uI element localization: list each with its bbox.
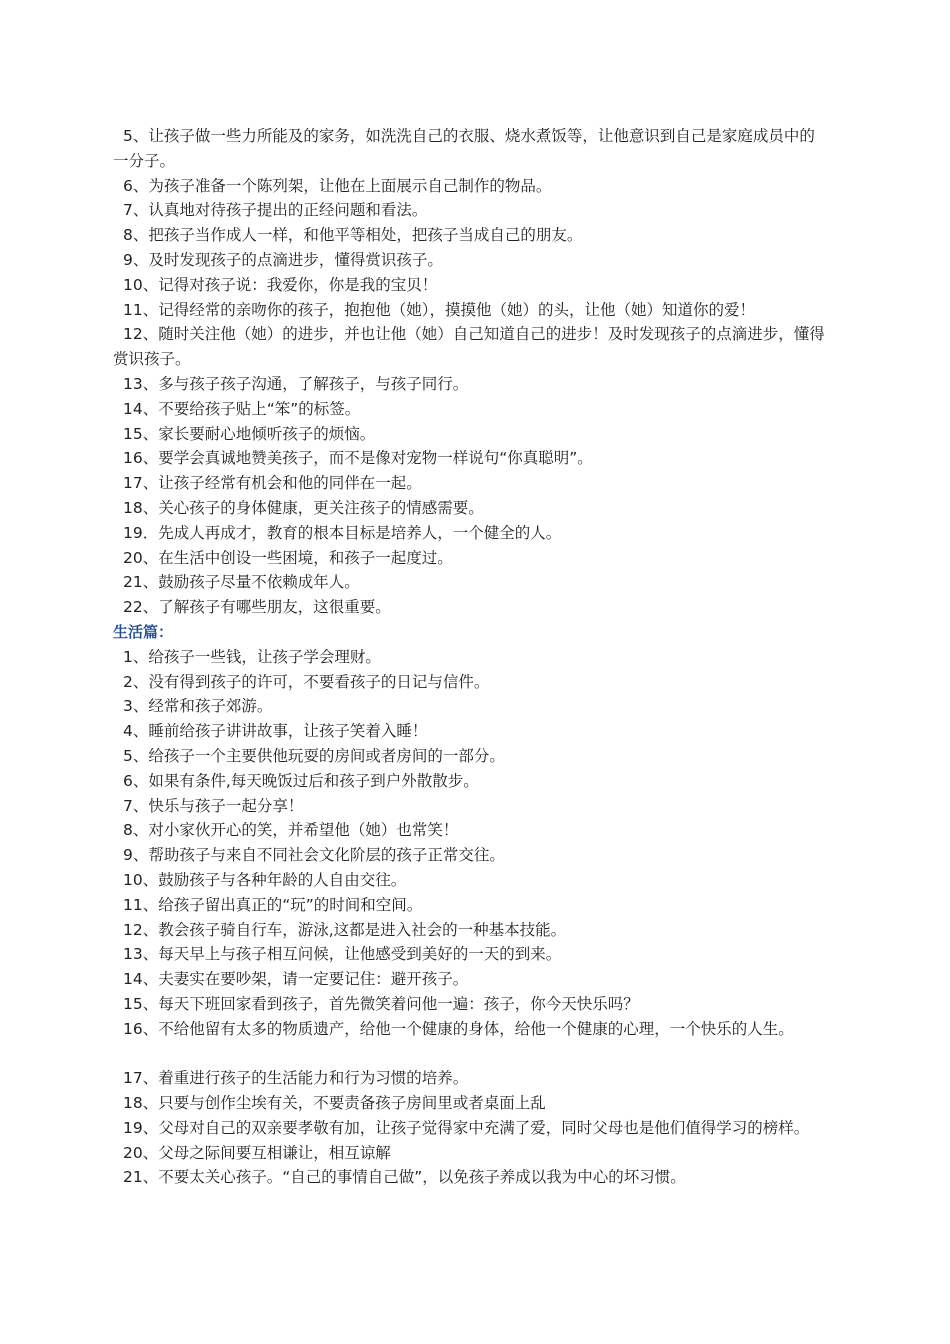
list-item: 5、给孩子一个主要供他玩耍的房间或者房间的一部分。: [123, 746, 505, 765]
list-item: 16、要学会真诚地赞美孩子，而不是像对宠物一样说句“你真聪明”。: [123, 449, 593, 468]
list-item: 17、着重进行孩子的生活能力和行为习惯的培养。: [123, 1069, 469, 1088]
list-item: 9、及时发现孩子的点滴进步，懂得赏识孩子。: [123, 250, 443, 269]
list-item: 14、不要给孩子贴上“笨”的标签。: [123, 399, 361, 418]
list-item: 11、给孩子留出真正的“玩”的时间和空间。: [123, 895, 423, 914]
list-item: 19．先成人再成才，教育的根本目标是培养人，一个健全的人。: [123, 523, 562, 542]
blank-line: [113, 1041, 825, 1066]
list-item: 3、经常和孩子郊游。: [123, 697, 273, 716]
list-item: 8、把孩子当作成人一样，和他平等相处，把孩子当成自己的朋友。: [123, 226, 583, 245]
list-item: 1、给孩子一些钱，让孩子学会理财。: [123, 647, 381, 666]
list-item: 14、夫妻实在要吵架，请一定要记住：避开孩子。: [123, 970, 469, 989]
list-item: 6、为孩子准备一个陈列架，让他在上面展示自己制作的物品。: [123, 176, 552, 195]
list-item: 16、不给他留有太多的物质遗产，给他一个健康的身体，给他一个健康的心理，一个快乐的人生。: [123, 1019, 794, 1038]
list-item: 13、每天早上与孩子相互问候，让他感受到美好的一天的到来。: [123, 945, 562, 964]
list-item: 9、帮助孩子与来自不同社会文化阶层的孩子正常交往。: [123, 846, 505, 865]
list-item: 7、快乐与孩子一起分享！: [123, 796, 304, 815]
section-heading-life: 生活篇：: [113, 622, 174, 641]
parenting-tips-list: [113, 124, 825, 620]
list-item: 5、让孩子做一些力所能及的家务，如洗洗自己的衣服、烧水煮饭等，让他意识到自己是家庭成员中的一分子。: [113, 127, 815, 170]
list-item: 21、鼓励孩子尽量不依赖成年人。: [123, 573, 360, 592]
list-item: 2、没有得到孩子的许可，不要看孩子的日记与信件。: [123, 672, 490, 691]
document-body: [113, 124, 825, 1190]
list-item: 22、了解孩子有哪些朋友，这很重要。: [123, 598, 391, 617]
list-item: 12、随时关注他（她）的进步，并也让他（她）自己知道自己的进步！及时发现孩子的点滴进步，懂得赏识孩子。: [113, 325, 825, 369]
list-item: 13、多与孩子孩子沟通，了解孩子，与孩子同行。: [123, 374, 469, 393]
list-item: 20、在生活中创设一些困境，和孩子一起度过。: [123, 548, 453, 567]
life-tips-list: [113, 645, 825, 1042]
list-item: 17、让孩子经常有机会和他的同伴在一起。: [123, 474, 422, 493]
list-item: 4、睡前给孩子讲讲故事，让孩子笑着入睡！: [123, 722, 428, 741]
life-tips-list-continued: [113, 1066, 825, 1190]
list-item: 21、不要太关心孩子。“自己的事情自己做”，以免孩子养成以我为中心的坏习惯。: [123, 1168, 686, 1187]
list-item: 18、只要与创作尘埃有关，不要责备孩子房间里或者桌面上乱: [123, 1094, 546, 1113]
list-item: 19、父母对自己的双亲要孝敬有加，让孩子觉得家中充满了爱，同时父母也是他们值得学习的榜样。: [123, 1118, 810, 1137]
list-item: 15、每天下班回家看到孩子，首先微笑着问他一遍：孩子，你今天快乐吗？: [123, 994, 639, 1013]
list-item: 18、关心孩子的身体健康，更关注孩子的情感需要。: [123, 498, 484, 517]
list-item: 6、如果有条件,每天晚饭过后和孩子到户外散散步。: [123, 771, 479, 790]
list-item: 10、记得对孩子说：我爱你，你是我的宝贝！: [123, 275, 438, 294]
list-item: 20、父母之际间要互相谦让，相互谅解: [123, 1143, 391, 1162]
list-item: 15、家长要耐心地倾听孩子的烦恼。: [123, 424, 376, 443]
list-item: 10、鼓励孩子与各种年龄的人自由交往。: [123, 870, 407, 889]
list-item: 7、认真地对待孩子提出的正经问题和看法。: [123, 201, 428, 220]
list-item: 11、记得经常的亲吻你的孩子，抱抱他（她），摸摸他（她）的头，让他（她）知道你的爱！: [123, 300, 755, 319]
list-item: 8、对小家伙开心的笑，并希望他（她）也常笑！: [123, 821, 459, 840]
list-item: 12、教会孩子骑自行车，游泳,这都是进入社会的一种基本技能。: [123, 920, 567, 939]
